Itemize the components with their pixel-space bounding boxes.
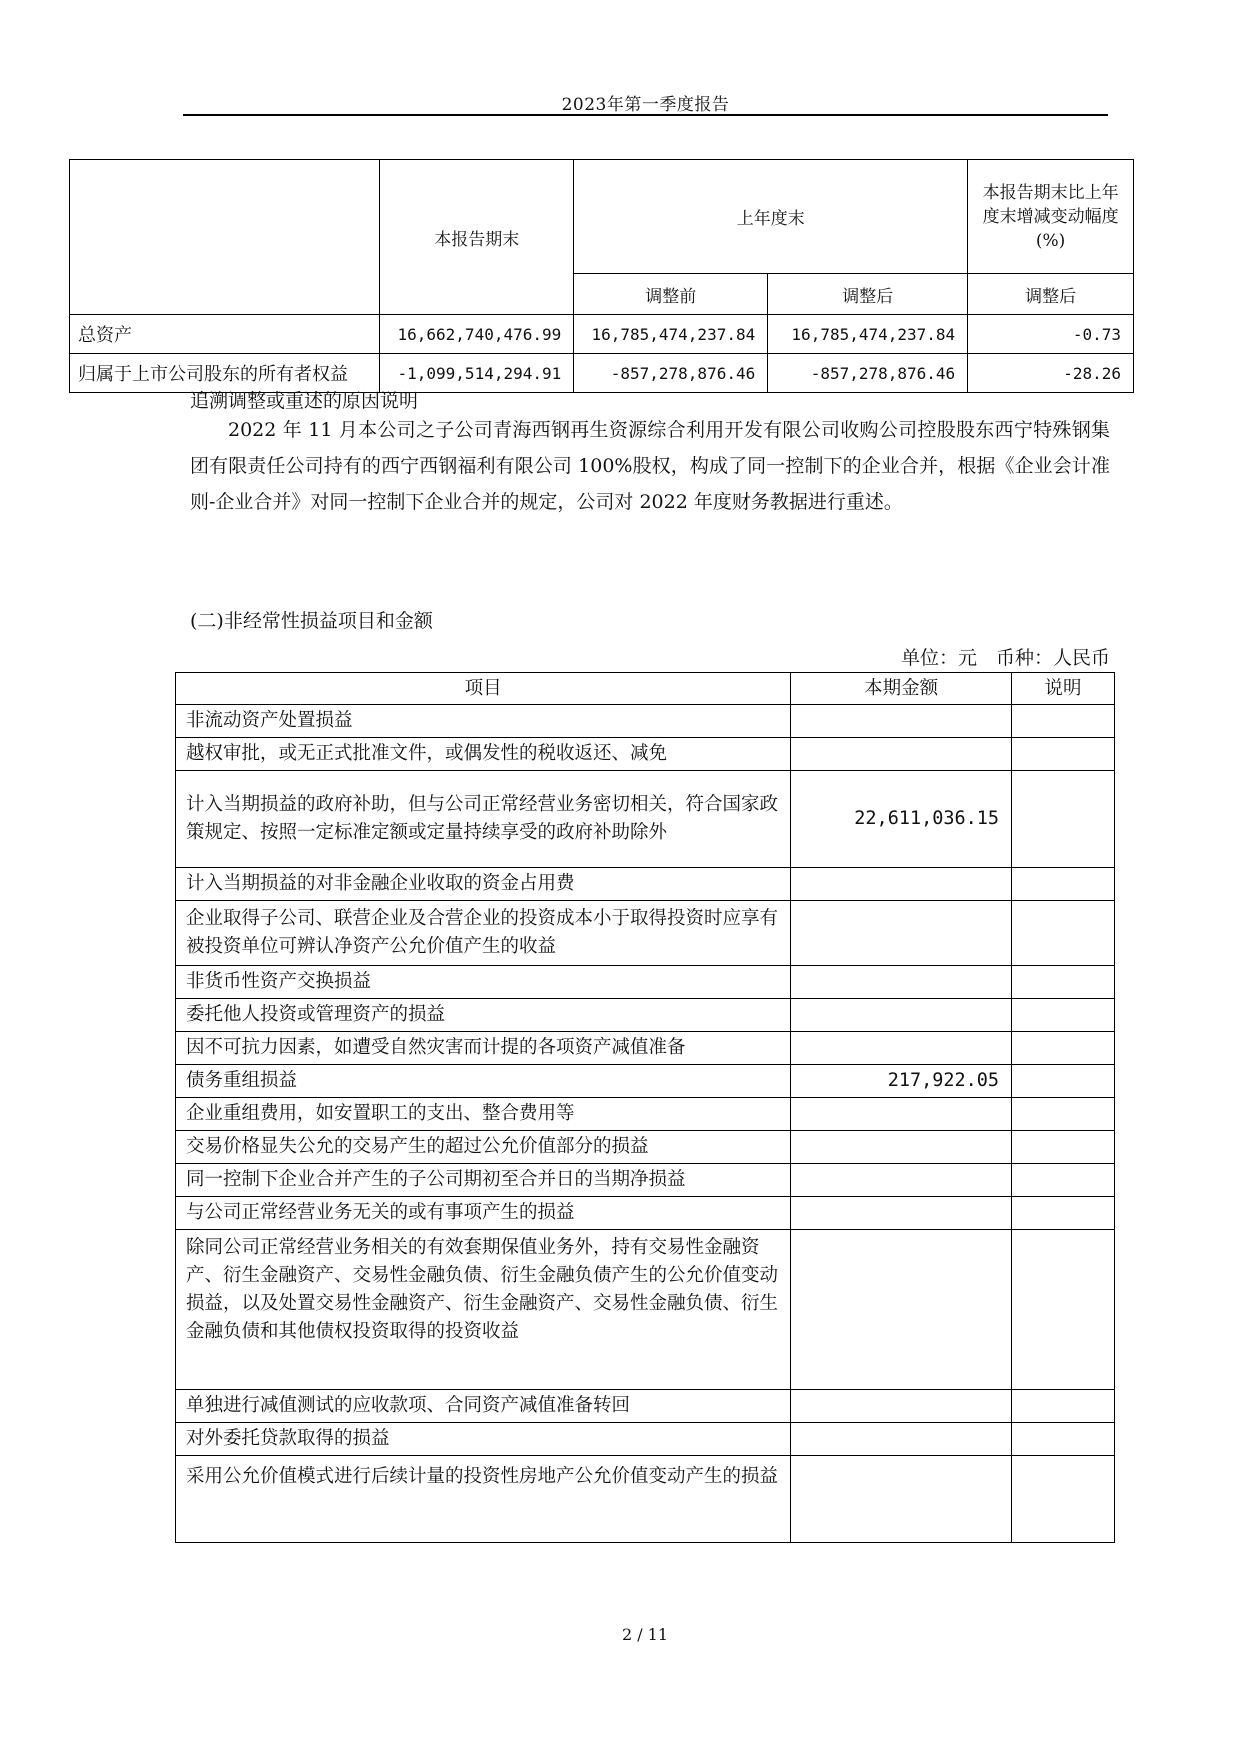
row-item: 总资产: [70, 315, 380, 354]
row-amount: [791, 1098, 1012, 1131]
summary-sub-change-after: 调整后: [968, 274, 1134, 315]
row-item: 委托他人投资或管理资产的损益: [176, 999, 791, 1032]
unit-currency-line: 单位：元 币种：人民币: [900, 647, 1110, 669]
row-amount: 22,611,036.15: [791, 771, 1012, 868]
row-item: 同一控制下企业合并产生的子公司期初至合并日的当期净损益: [176, 1164, 791, 1197]
row-item: 单独进行减值测试的应收款项、合同资产减值准备转回: [176, 1390, 791, 1423]
table-row: [176, 1032, 1115, 1065]
row-item: 计入当期损益的对非金融企业收取的资金占用费: [176, 868, 791, 901]
row-note: [1012, 705, 1115, 738]
row-note: [1012, 868, 1115, 901]
row-amount: [791, 1230, 1012, 1390]
restatement-title: 追溯调整或重述的原因说明: [190, 390, 419, 412]
row-note: [1012, 999, 1115, 1032]
row-note: [1012, 1230, 1115, 1390]
row-item: 交易价格显失公允的交易产生的超过公允价值部分的损益: [176, 1131, 791, 1164]
row-note: [1012, 901, 1115, 966]
row-item: 因不可抗力因素，如遭受自然灾害而计提的各项资产减值准备: [176, 1032, 791, 1065]
table-row: [70, 315, 1134, 354]
row-item: 企业重组费用，如安置职工的支出、整合费用等: [176, 1098, 791, 1131]
row-item: 与公司正常经营业务无关的或有事项产生的损益: [176, 1197, 791, 1230]
row-note: [1012, 1164, 1115, 1197]
row-change: -0.73: [968, 315, 1134, 354]
table-row: [176, 1065, 1115, 1098]
table-row: [176, 999, 1115, 1032]
summary-header-empty: [70, 160, 380, 315]
row-amount: [791, 1423, 1012, 1456]
row-amount: [791, 868, 1012, 901]
report-header-title: 2023年第一季度报告: [561, 95, 730, 115]
row-current: -1,099,514,294.91: [380, 354, 574, 393]
row-amount: [791, 738, 1012, 771]
row-note: [1012, 1423, 1115, 1456]
row-note: [1012, 1065, 1115, 1098]
row-current: 16,662,740,476.99: [380, 315, 574, 354]
row-amount: [791, 1131, 1012, 1164]
row-amount: [791, 901, 1012, 966]
row-before: -857,278,876.46: [574, 354, 768, 393]
row-amount: [791, 1456, 1012, 1543]
summary-header-change: 本报告期末比上年度末增减变动幅度(%): [968, 160, 1134, 274]
section-title: (二)非经常性损益项目和金额: [190, 610, 433, 632]
row-note: [1012, 1197, 1115, 1230]
table-row: [176, 966, 1115, 999]
row-before: 16,785,474,237.84: [574, 315, 768, 354]
row-after: -857,278,876.46: [768, 354, 968, 393]
row-amount: [791, 966, 1012, 999]
table-row: [176, 1390, 1115, 1423]
summary-table: [69, 159, 1134, 393]
row-item: 债务重组损益: [176, 1065, 791, 1098]
row-note: [1012, 771, 1115, 868]
row-item: 除同公司正常经营业务相关的有效套期保值业务外，持有交易性金融资产、衍生金融资产、交易性金融负债、衍生金融负债产生的公允价值变动损益，以及处置交易性金融资产、衍生金融资产、交易性金融负债、衍生金融负债和其他债权投资取得的投资收益: [176, 1230, 791, 1390]
restatement-paragraph: 2022 年 11 月本公司之子公司青海西钢再生资源综合利用开发有限公司收购公司控股股东西宁特殊钢集团有限责任公司持有的西宁西钢福利有限公司 100%股权，构成了同一控制下的企业合并，根据《企业会计准则-企业合并》对同一控制下企业合并的规定，公司对 2022 年度财务教据进行重述。: [190, 419, 1110, 513]
summary-header-last-year-end: 上年度末: [574, 160, 968, 274]
table-row: [176, 1131, 1115, 1164]
table-row: [176, 1164, 1115, 1197]
row-amount: [791, 705, 1012, 738]
row-after: 16,785,474,237.84: [768, 315, 968, 354]
row-note: [1012, 966, 1115, 999]
table-row: [176, 1197, 1115, 1230]
row-item: 计入当期损益的政府补助，但与公司正常经营业务密切相关，符合国家政策规定、按照一定标准定额或定量持续享受的政府补助除外: [176, 771, 791, 868]
table-row: [176, 705, 1115, 738]
row-item: 非货币性资产交换损益: [176, 966, 791, 999]
table-row: [176, 901, 1115, 966]
row-amount: [791, 1032, 1012, 1065]
row-item: 归属于上市公司股东的所有者权益: [70, 354, 380, 393]
table-row: [176, 1423, 1115, 1456]
table-row: [176, 1230, 1115, 1390]
summary-sub-before: 调整前: [574, 274, 768, 315]
summary-header-current: 本报告期末: [380, 160, 574, 315]
row-note: [1012, 1098, 1115, 1131]
table-row: [176, 771, 1115, 868]
header-note: 说明: [1012, 673, 1115, 705]
nonrecurring-table: [175, 672, 1115, 1543]
row-note: [1012, 1131, 1115, 1164]
row-amount: 217,922.05: [791, 1065, 1012, 1098]
table-row: [176, 868, 1115, 901]
table-row: [176, 738, 1115, 771]
row-item: 采用公允价值模式进行后续计量的投资性房地产公允价值变动产生的损益: [176, 1456, 791, 1543]
row-amount: [791, 999, 1012, 1032]
header-rule: [183, 114, 1108, 116]
table-row: [176, 1456, 1115, 1543]
row-change: -28.26: [968, 354, 1134, 393]
table-row: [176, 1098, 1115, 1131]
row-item: 越权审批，或无正式批准文件，或偶发性的税收返还、减免: [176, 738, 791, 771]
row-item: 非流动资产处置损益: [176, 705, 791, 738]
row-item: 企业取得子公司、联营企业及合营企业的投资成本小于取得投资时应享有被投资单位可辨认净资产公允价值产生的收益: [176, 901, 791, 966]
page-number: 2 / 11: [621, 1625, 669, 1644]
header-item: 项目: [176, 673, 791, 705]
row-amount: [791, 1197, 1012, 1230]
row-amount: [791, 1164, 1012, 1197]
row-note: [1012, 738, 1115, 771]
row-note: [1012, 1390, 1115, 1423]
row-item: 对外委托贷款取得的损益: [176, 1423, 791, 1456]
header-amount: 本期金额: [791, 673, 1012, 705]
row-amount: [791, 1390, 1012, 1423]
row-note: [1012, 1456, 1115, 1543]
row-note: [1012, 1032, 1115, 1065]
summary-sub-after: 调整后: [768, 274, 968, 315]
